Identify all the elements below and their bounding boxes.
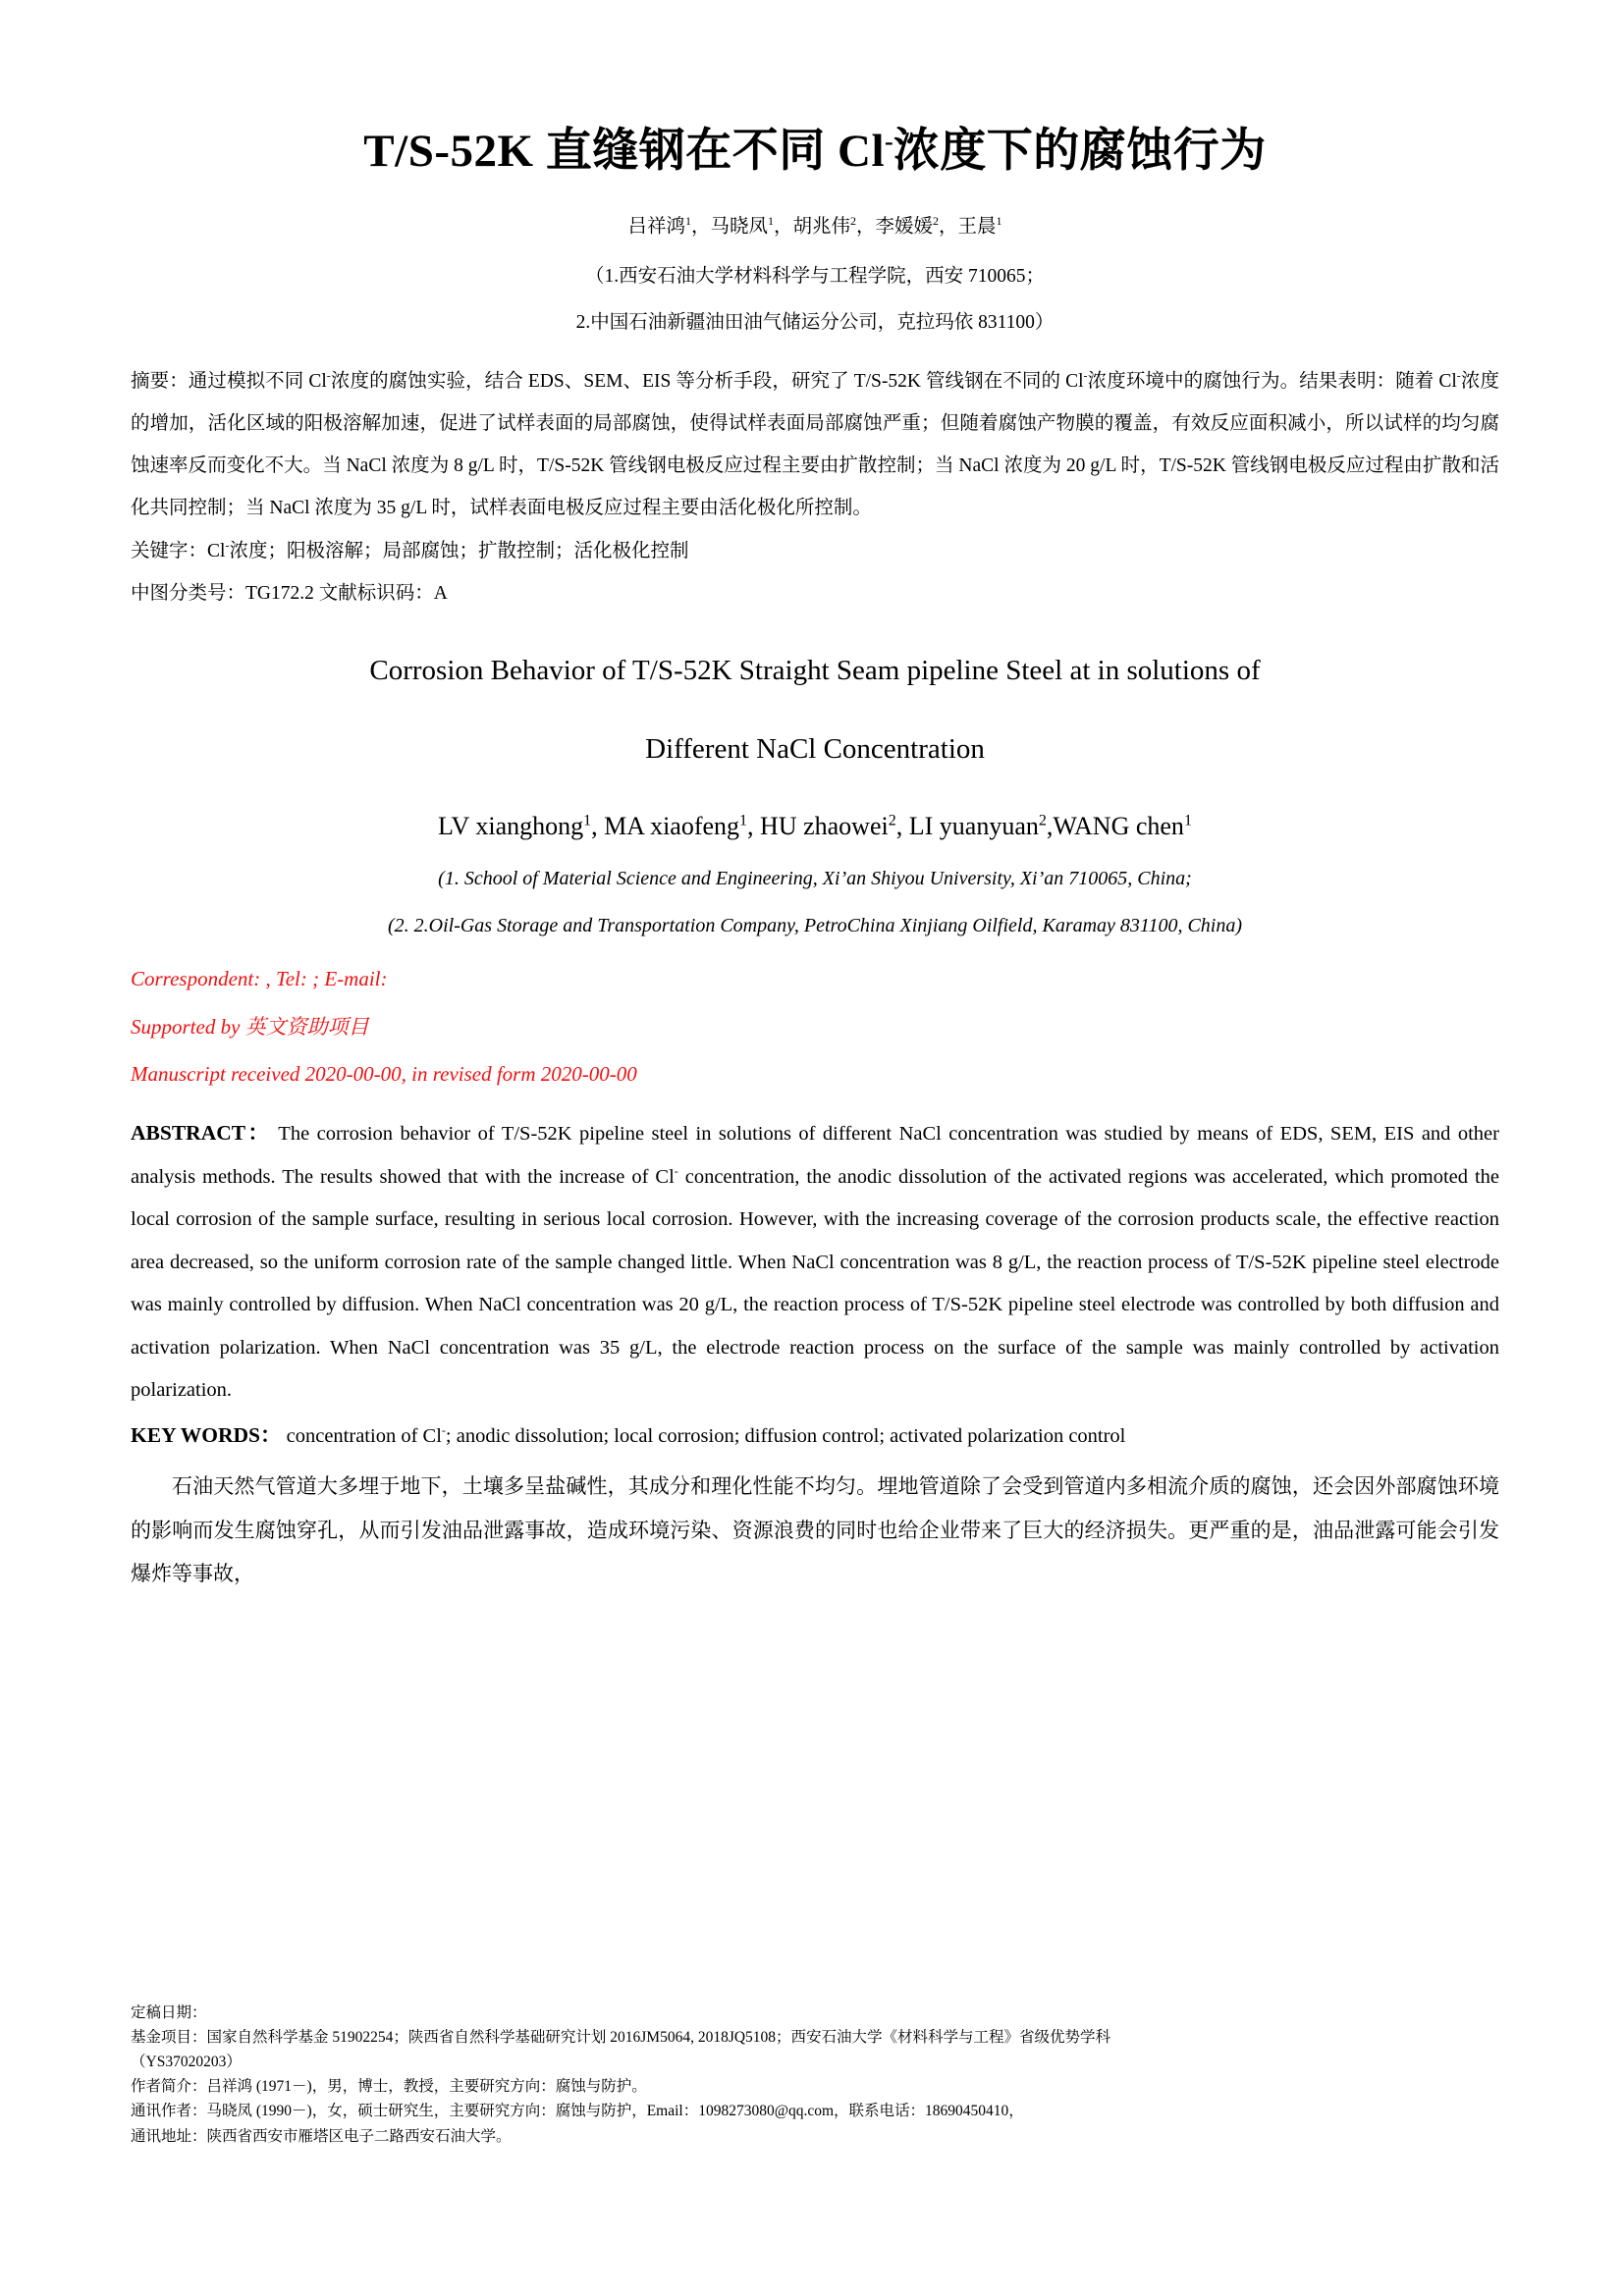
chloride-ion-charge: - — [225, 538, 230, 553]
author-affiliation-marker: 2 — [888, 812, 896, 829]
chloride-ion-charge: - — [1083, 368, 1088, 383]
chloride-ion-charge: - — [1456, 368, 1461, 383]
manuscript-received-note: Manuscript received 2020-00-00, in revised form 2020-00-00 — [131, 1062, 637, 1087]
chinese-affiliation-1: （1.西安石油大学材料科学与工程学院，西安 710065； — [584, 266, 1045, 288]
english-title-line-2: Different NaCl Concentration — [645, 733, 985, 766]
author-affiliation-marker: 2 — [1038, 812, 1047, 829]
author-affiliation-marker: 2 — [850, 214, 856, 229]
chinese-title — [131, 124, 1499, 179]
footnote-funding-project-code: （YS37020203） — [131, 2054, 242, 2071]
chinese-abstract: 摘要：通过模拟不同 Cl-浓度的腐蚀实验，结合 EDS、SEM、EIS 等分析手段，研究了 T/S-52K 管线钢在不同的 Cl-浓度环境中的腐蚀行为。结果表明：随着 Cl-浓度的增加，活化区域的阳极溶解加速，促进了试样表面的局部腐蚀，使得试样表面局部腐蚀严重；但随着腐蚀产物膜的覆盖，有效反应面积减小，所以试样的均匀腐蚀速率反而变化不大。当 NaCl 浓度为 8 g/L 时，T/S-52K 管线钢电极反应过程主要由扩散控制；当 NaCl 浓度为 20 g/L 时，T/S-52K 管线钢电极反应过程由扩散和活化共同控制；当 NaCl 浓度为 35 g/L 时，试样表面电极反应过程主要由活化极化所控制。 — [131, 368, 1499, 519]
english-keywords: KEY WORDS： concentration of Cl-; anodic dissolution; local corrosion; diffusion control; activated polarization control — [131, 1423, 1126, 1448]
chinese-body-paragraph: 石油天然气管道大多埋于地下，土壤多呈盐碱性，其成分和理化性能不均匀。埋地管道除了会受到管道内多相流介质的腐蚀，还会因外部腐蚀环境的影响而发生腐蚀穿孔，从而引发油品泄露事故，造成环境污染、资源浪费的同时也给企业带来了巨大的经济损失。更严重的是，油品泄露可能会引发爆炸等事故， — [131, 1474, 1499, 1586]
english-abstract: ABSTRACT： The corrosion behavior of T/S-52K pipeline steel in solutions of different NaCl concentration was studied by means of EDS, SEM, EIS and other analysis methods. The results showed that with the increase of Cl- concentration, the anodic dissolution of the activated regions was accelerated, which promoted the local corrosion of the sample surface, resulting in serious local corrosion. However, with the increasing coverage of the corrosion products scale, the effective reaction area decreased, so the uniform corrosion rate of the sample changed little. When NaCl concentration was 8 g/L, the reaction process of T/S-52K pipeline steel electrode was mainly controlled by diffusion. When NaCl concentration was 20 g/L, the reaction process of T/S-52K pipeline steel electrode was controlled by both diffusion and activation polarization. When NaCl concentration was 35 g/L, the electrode reaction process on the surface of the sample was mainly controlled by activation polarization. — [131, 1121, 1499, 1401]
chloride-ion-charge: - — [326, 368, 331, 383]
chinese-title-part1: T/S-52K 直缝钢在不同 Cl — [363, 126, 886, 177]
chinese-author-list: 吕祥鸿$^1$，马晓凤$^1$，胡兆伟$^2$，李媛媛$^2$，王晨$^1$ — [627, 214, 1002, 238]
author-affiliation-marker: 1 — [996, 214, 1002, 229]
chloride-ion-charge: - — [441, 1423, 446, 1438]
page-content — [131, 0, 1499, 1596]
english-author-list: LV xianghong$^1$, MA xiaofeng$^1$, HU zhaowei$^2$, LI yuanyuan$^2$,WANG chen$^1$ — [438, 812, 1192, 841]
author-affiliation-marker: 2 — [933, 214, 940, 229]
english-keywords-label: KEY WORDS： — [131, 1423, 282, 1448]
author-affiliation-marker: 1 — [583, 812, 592, 829]
english-affiliation-2: (2. 2.Oil-Gas Storage and Transportation Company, PetroChina Xinjiang Oilfield, Karamay 831100, China) — [387, 915, 1242, 937]
chinese-affiliation-2: 2.中国石油新疆油田油气储运分公司，克拉玛依 831100） — [575, 312, 1055, 334]
english-affiliation-1: (1. School of Material Science and Engineering, Xi’an Shiyou University, Xi’an 710065, China; — [438, 868, 1192, 890]
author-affiliation-marker: 1 — [1183, 812, 1192, 829]
author-affiliation-marker: 1 — [684, 214, 691, 229]
chinese-title-part2: 浓度下的腐蚀行为 — [893, 126, 1267, 177]
footnote-corresponding-author: 通讯作者：马晓凤 (1990－)，女，硕士研究生，主要研究方向：腐蚀与防护，Email：1098273080@qq.com，联系电话：18690450410， — [131, 2103, 1024, 2120]
footnote-block — [131, 2001, 1499, 2149]
correspondent-note: Correspondent: , Tel: ; E-mail: — [131, 967, 388, 991]
chinese-keywords: 关键字：Cl-浓度；阳极溶解；局部腐蚀；扩散控制；活化极化控制 — [131, 538, 689, 561]
chinese-classification-number: 中图分类号：TG172.2 文献标识码：A — [131, 582, 448, 604]
author-affiliation-marker: 1 — [739, 812, 748, 829]
footnote-funding-project: 基金项目：国家自然科学基金 51902254；陕西省自然科学基础研究计划 2016JM5064, 2018JQ5108；西安石油大学《材料科学与工程》省级优势学科 — [131, 2029, 1111, 2047]
footnote-mailing-address: 通讯地址：陕西省西安市雁塔区电子二路西安石油大学。 — [131, 2127, 512, 2145]
chinese-title-superscript-minus: - — [885, 127, 893, 156]
english-abstract-label: ABSTRACT： — [131, 1121, 272, 1146]
chloride-ion-charge: - — [674, 1163, 678, 1178]
author-affiliation-marker: 1 — [767, 214, 774, 229]
supported-by-note: Supported by 英文资助项目 — [131, 1014, 369, 1039]
footnote-author-bio: 作者简介：吕祥鸿 (1971－)，男，博士，教授，主要研究方向：腐蚀与防护。 — [131, 2078, 647, 2096]
footnote-finalization-date: 定稿日期： — [131, 2004, 207, 2021]
english-title-line-1: Corrosion Behavior of T/S-52K Straight Seam pipeline Steel at in solutions of — [369, 655, 1261, 687]
english-title — [131, 642, 1499, 777]
